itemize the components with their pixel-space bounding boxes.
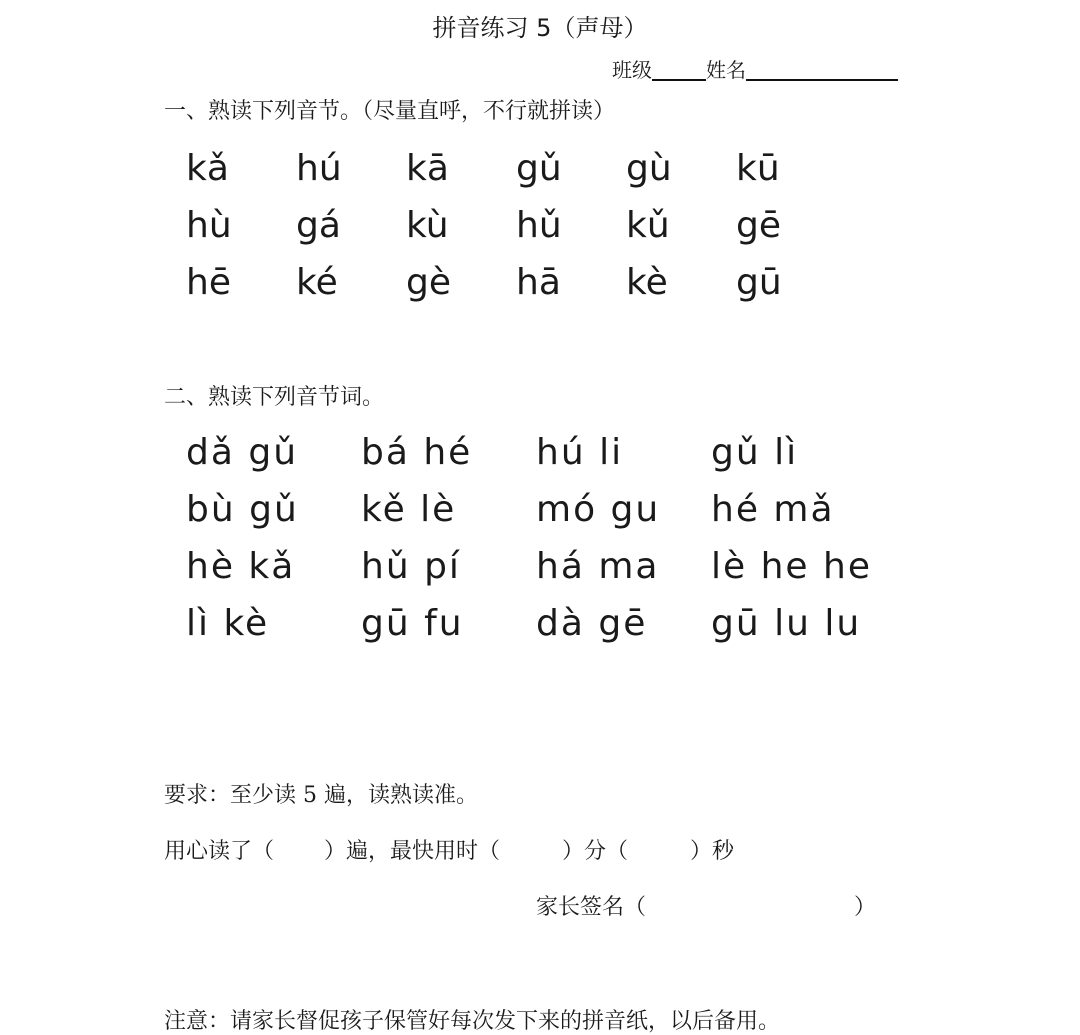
pinyin-word: gū lu lu xyxy=(711,603,862,644)
pinyin-word: dà gē xyxy=(536,603,648,644)
requirement-text: 要求：至少读 5 遍，读熟读准。 xyxy=(164,783,478,808)
name-blank xyxy=(746,57,898,81)
pinyin-word: dǎ gǔ xyxy=(186,432,299,473)
read-count-suffix: ）遍，最快用时（ xyxy=(324,839,501,864)
syllable: gá xyxy=(296,205,341,246)
word-row xyxy=(186,595,886,652)
parent-signature xyxy=(536,890,876,921)
parent-signature-label: 家长签名（ xyxy=(536,895,647,920)
pinyin-word: lì kè xyxy=(186,603,270,644)
syllable: gù xyxy=(626,148,672,189)
pinyin-word: gǔ lì xyxy=(711,432,799,473)
syllable: kū xyxy=(736,148,780,189)
name-label: 姓名 xyxy=(706,58,746,82)
syllable-row xyxy=(186,140,846,197)
word-grid xyxy=(186,424,886,652)
minutes-suffix: ）分（ xyxy=(562,839,629,864)
worksheet-title: 拼音练习 5（声母） xyxy=(432,14,648,42)
syllable: kā xyxy=(406,148,449,189)
syllable: kè xyxy=(626,262,668,303)
pinyin-word: kě lè xyxy=(361,489,457,530)
syllable: hǔ xyxy=(516,205,562,246)
pinyin-word: hǔ pí xyxy=(361,546,461,587)
word-row xyxy=(186,424,886,481)
pinyin-word: hé mǎ xyxy=(711,489,835,530)
section2-heading: 二、熟读下列音节词。 xyxy=(164,385,385,410)
pinyin-word: bá hé xyxy=(361,432,473,473)
pinyin-word: hè kǎ xyxy=(186,546,296,587)
class-label: 班级 xyxy=(612,58,652,82)
pinyin-word: gū fu xyxy=(361,603,464,644)
section1-heading: 一、熟读下列音节。（尽量直呼，不行就拼读） xyxy=(164,99,616,124)
syllable: kǎ xyxy=(186,148,229,189)
syllable: hā xyxy=(516,262,561,303)
syllable: hú xyxy=(296,148,342,189)
syllable: ké xyxy=(296,262,338,303)
syllable-row xyxy=(186,197,846,254)
syllable: gē xyxy=(736,205,781,246)
syllable-row xyxy=(186,254,846,311)
syllable: hù xyxy=(186,205,232,246)
pinyin-word: bù gǔ xyxy=(186,489,299,530)
word-row xyxy=(186,538,886,595)
syllable: gè xyxy=(406,262,451,303)
syllable-grid xyxy=(186,140,846,311)
class-blank xyxy=(652,57,706,81)
syllable: gǔ xyxy=(516,148,562,189)
reading-record xyxy=(164,834,734,865)
pinyin-word: hú li xyxy=(536,432,624,473)
parent-signature-close: ） xyxy=(854,895,877,920)
note-text: 注意：请家长督促孩子保管好每次发下来的拼音纸，以后备用。 xyxy=(164,1009,781,1034)
word-row xyxy=(186,481,886,538)
class-name-line xyxy=(612,54,898,83)
pinyin-word: lè he he xyxy=(711,546,872,587)
pinyin-word: mó gu xyxy=(536,489,661,530)
syllable: gū xyxy=(736,262,782,303)
read-count-prefix: 用心读了（ xyxy=(164,839,275,864)
syllable: kǔ xyxy=(626,205,670,246)
syllable: hē xyxy=(186,262,231,303)
seconds-suffix: ）秒 xyxy=(690,839,735,864)
syllable: kù xyxy=(406,205,449,246)
pinyin-word: há ma xyxy=(536,546,660,587)
